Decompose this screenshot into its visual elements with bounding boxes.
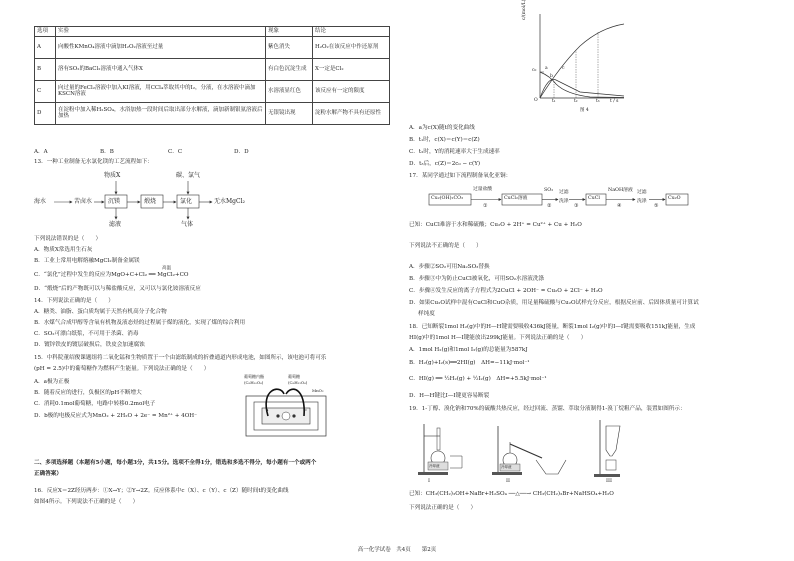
q12-choice-b: B．B [100, 149, 114, 155]
flow17-reagent-4: NaOH溶液 [608, 188, 633, 193]
table-cell: 水溶液显红色 [266, 80, 313, 102]
q18-option-a: A．1mol H₂(g)和1mol I₂(g)的总能量为587kJ [409, 347, 528, 353]
flow17-cucl2: CuCl₂溶液 [504, 196, 528, 201]
table-header-row [35, 27, 390, 37]
table-header: 选项 [35, 27, 56, 37]
table-cell: C [35, 80, 56, 102]
q15-option-d: D．b极的电极反应式为MnO₂ + 2H₂O + 2e⁻ = Mn²⁺ + 4OH⁻ [34, 413, 198, 419]
flow17-filter-1: 过滤 [559, 190, 569, 195]
fig-label-glucose: 葡萄糖 [288, 374, 300, 379]
table-header: 结论 [313, 27, 390, 37]
table-cell: 向过量的FeCl₂溶液中加入KI溶液，用CCl₄萃取其中的I₂，分液，在水溶液中滴加KSCN溶液 [56, 80, 266, 102]
fig-label-a: a [266, 407, 269, 412]
flow-output-filtrate: 滤液 [109, 221, 122, 228]
origin-label: O [534, 98, 538, 103]
q16-option-c: C．t₂时，Y的消耗速率大于生成速率 [409, 149, 500, 155]
x-tick-t2: t₂ [574, 99, 578, 104]
table-row [35, 80, 390, 102]
q15-option-a: A．a极为正极 [34, 379, 70, 385]
q14-option-b: B．水煤气合成甲醇等含氧有机物及液态烃的过程属于煤的液化，实现了煤的综合利用 [34, 320, 246, 326]
q18-stem-1: 18．已知断裂1mol H₂(g)中的H—H键需要吸收436kJ能量，断裂1mol I₂(g)中的I—I键需要吸收151kJ能量，生成 [409, 324, 696, 330]
section2-title-1: 二、多项选择题（本题有5小题，每小题3分，共15分。选项不全得1分，错选和多选不得分，每小题有一个或两个 [34, 460, 317, 466]
y-tick-c0: c₀ [532, 68, 537, 73]
fig-label-mno2: MnO₂ [312, 388, 324, 393]
q12-choice-d: D．D [234, 149, 249, 155]
flow17-reagent-2: SO₂ [544, 188, 554, 193]
y-axis-label: c/(mol/L) [522, 0, 527, 20]
q13-option-c: C．“氯化”过程中发生的反应为MgO+C+Cl₂ ══ MgCl₂+CO [34, 272, 189, 278]
q15-stem-1: 15．中科院董绍俊课题组将二氧化锰和生物质置于一个由滤纸制成的折叠通道内形成电池，如图所示，该电池可将可乐 [34, 355, 327, 361]
flow17-start: Cu₂(OH)₂CO₃ [431, 196, 463, 201]
table-header: 实验 [56, 27, 266, 37]
table-header: 现象 [266, 27, 313, 37]
flow17-step-4: ④ [617, 204, 622, 209]
flow-input-carbon-chlorine: 碳、氯气 [176, 172, 201, 179]
q14-option-a: A．糖类、油脂、蛋白质均属于天然有机高分子化合物 [34, 309, 167, 315]
q17-option-a: A．步骤②SO₂可用Na₂SO₃替换 [409, 264, 490, 270]
apparatus-label-3: III [606, 478, 612, 484]
x-tick-t1: t₁ [552, 99, 556, 104]
q19-stem: 19．1-丁醇、溴化钠和70%的硫酸共热反应，经过回流、蒸馏、萃取分液制得1-溴丁烷粗产品，装置如图所示： [409, 406, 686, 412]
q13-flow-diagram [34, 169, 314, 231]
coolant-label-2: 冷却液 [501, 465, 512, 469]
flow17-step-3: ③ [574, 204, 579, 209]
q16-option-a: A．a为c(X)随t的变化曲线 [409, 125, 475, 131]
q19-question: 下列说法正确的是（ ） [409, 505, 477, 511]
table-cell: 该反应有一定的限度 [313, 80, 390, 102]
q17-option-c: C．步骤④发生反应的离子方程式为2CuCl + 2OH⁻ = Cu₂O + 2Cl⁻ + H₂O [409, 288, 603, 294]
flow-step-precipitate: 沉镁 [108, 198, 121, 205]
coolant-label-1: 冷却液 [429, 464, 440, 468]
apparatus-svg [410, 416, 640, 486]
fig-label-lactone-formula: (C₆H₁₀O₆) [244, 380, 264, 385]
flow-output-gas: 气体 [181, 221, 194, 228]
table-cell: A [35, 36, 56, 58]
table-row [35, 58, 390, 80]
section2-title-2: 正确答案） [34, 471, 62, 477]
flow-step-chlorinate: 氯化 [180, 198, 193, 205]
experiment-table [34, 26, 390, 125]
table-row [35, 36, 390, 58]
figure-caption: 图 4 [580, 108, 589, 113]
table-cell: 向酸性KMnO₄溶液中滴加H₂O₂溶液至过量 [56, 36, 266, 58]
flow17-step-1: ① [483, 204, 488, 209]
q13-option-b: B．工业上常用电解熔融MgCl₂制备金属镁 [34, 258, 140, 264]
q13-condition: 高温 [162, 266, 171, 271]
q16-option-b: B．t₁时，c(X)＝c(Y)＝c(Z) [409, 137, 480, 143]
table-cell: 在淀粉中加入稀H₂SO₄，水浴加热一段时间后取出部分水解液，滴加新制银氨溶液后加热 [56, 102, 266, 124]
flow-raw: 海水 [34, 198, 47, 205]
q17-option-b: B．步骤③中为防止CuCl被氧化，可用SO₂水溶液洗涤 [409, 276, 545, 282]
x-tick-t3: t₃ [596, 99, 600, 104]
q18-option-c: C．HI(g) ══ ½H₂(g) + ½I₂(g) ΔH=+5.5kJ·mol⁻¹ [409, 376, 547, 382]
page-footer: 高一化学试卷 共4页 第2页 [357, 547, 437, 553]
flow-input-x: 物质X [104, 172, 121, 179]
q17-flow-diagram [409, 185, 709, 215]
q18-option-d: D．H—H键比I—I键更容易断裂 [409, 393, 490, 399]
q17-stem: 17．某同学通过如下流程制备氧化亚铜： [409, 173, 512, 179]
table-cell: 无银镜出现 [266, 102, 313, 124]
q14-stem: 14．下列说法正确的是（ ） [34, 298, 114, 304]
flow-product: 无水MgCl₂ [214, 198, 245, 205]
q17-question: 下列说法不正确的是（ ） [409, 243, 482, 249]
flow17-wash-2: 洗涤 [637, 199, 647, 204]
flow-step-calcine: 煅烧 [144, 198, 157, 205]
curve-label-c: c [562, 66, 565, 71]
curve-label-b: b [550, 74, 553, 79]
flow17-product: Cu₂O [668, 196, 681, 201]
q17-option-d-1: D．如果Cu₂O试样中混有CuCl和CuO杂质，用足量稀硫酸与Cu₂O试样充分反应，根据反应前、后固体质量可计算试 [409, 300, 699, 306]
q16-concentration-figure [520, 0, 632, 118]
flow17-reagent-1: 过量盐酸 [473, 187, 493, 192]
q17-note: 已知：CuCl难溶于水和稀硫酸；Cu₂O + 2H⁺ = Cu²⁺ + Cu + H₂O [409, 222, 582, 228]
q15-battery-figure [240, 374, 332, 440]
q15-stem-2: (pH = 2.5)中的葡萄糖作为燃料产生能量。下列说法正确的是（ ） [34, 366, 210, 372]
q14-option-c: C．SO₂可漂白纸浆，不可用于杀菌、消毒 [34, 331, 139, 337]
fig-label-lactone: 葡萄糖内酯 [244, 374, 264, 379]
q15-option-b: B．随着反应的进行，负极区的pH不断增大 [34, 390, 142, 396]
q18-option-b: B．H₂(g)+I₂(s)══2HI(g) ΔH=−11kJ·mol⁻¹ [409, 360, 530, 366]
q13-option-d: D．“煅烧”后的产物既可以与稀盐酸反应，又可以与氯化铵溶液反应 [34, 286, 201, 292]
q19-note: 已知：CH₃(CH₂)₃OH+NaBr+H₂SO₄ ──△──→ CH₃(CH₂)₃Br+NaHSO₄+H₂O [409, 491, 614, 497]
q12-choice-a: A．A [34, 149, 48, 155]
q19-apparatus-figure [410, 416, 640, 486]
table-cell: 淀粉水解产物不具有还原性 [313, 102, 390, 124]
flow17-step-2: ② [547, 204, 552, 209]
table-cell: H₂O₂在该反应中作还原剂 [313, 36, 390, 58]
q13-option-a: A．物质X常选用生石灰 [34, 247, 93, 253]
q13-stem: 13．一种工业制备无水氯化镁的工艺流程如下： [34, 159, 153, 165]
flow-step-bittern: 苦卤水 [74, 198, 93, 205]
table-cell: B [35, 58, 56, 80]
table-cell: 紫色消失 [266, 36, 313, 58]
table-row [35, 102, 390, 124]
q14-option-d: D．镀锌铁皮的镀层破损后，铁皮会加速腐蚀 [34, 342, 145, 348]
q17-option-d-2: 样纯度 [418, 311, 435, 317]
apparatus-label-1: I [428, 478, 430, 484]
q18-stem-2: HI(g)中的1mol H—I键能放出299kJ能量。下列说法正确的是（ ） [409, 335, 587, 341]
q16-stem-1: 16．反应X＝2Z经历两步：①X→Y；②Y→2Z。反应体系中c（X）、c（Y）、c（Z）随时间t的变化曲线 [34, 488, 289, 494]
q12-choice-c: C．C [168, 149, 183, 155]
flow17-cucl: CuCl [588, 196, 600, 201]
table-cell: X一定是Cl₂ [313, 58, 390, 80]
q13-question: 下列说法错误的是（ ） [34, 236, 102, 242]
fig-label-glucose-formula: (C₆H₁₂O₆) [288, 380, 308, 385]
fig-label-b: b [304, 407, 307, 412]
flow17-filter-2: 过滤 [637, 190, 647, 195]
flow17-step-5: ⑤ [654, 204, 659, 209]
table-cell: D [35, 102, 56, 124]
curve-label-a: a [545, 66, 548, 71]
q16-option-d: D．t₃后，c(Z)＝2c₀ − c(Y) [409, 161, 481, 167]
flow17-wash-1: 洗涤 [559, 199, 569, 204]
x-axis-label: t / s [610, 99, 619, 104]
q15-option-c: C．消耗0.1mol葡萄糖，电路中转移0.2mol电子 [34, 401, 156, 407]
q16-stem-2: 如图4所示。下列说法不正确的是（ ） [34, 499, 139, 505]
table-cell: 溶有SO₂的BaCl₂溶液中通入气体X [56, 58, 266, 80]
apparatus-label-2: II [506, 478, 510, 484]
table-cell: 有白色沉淀生成 [266, 58, 313, 80]
